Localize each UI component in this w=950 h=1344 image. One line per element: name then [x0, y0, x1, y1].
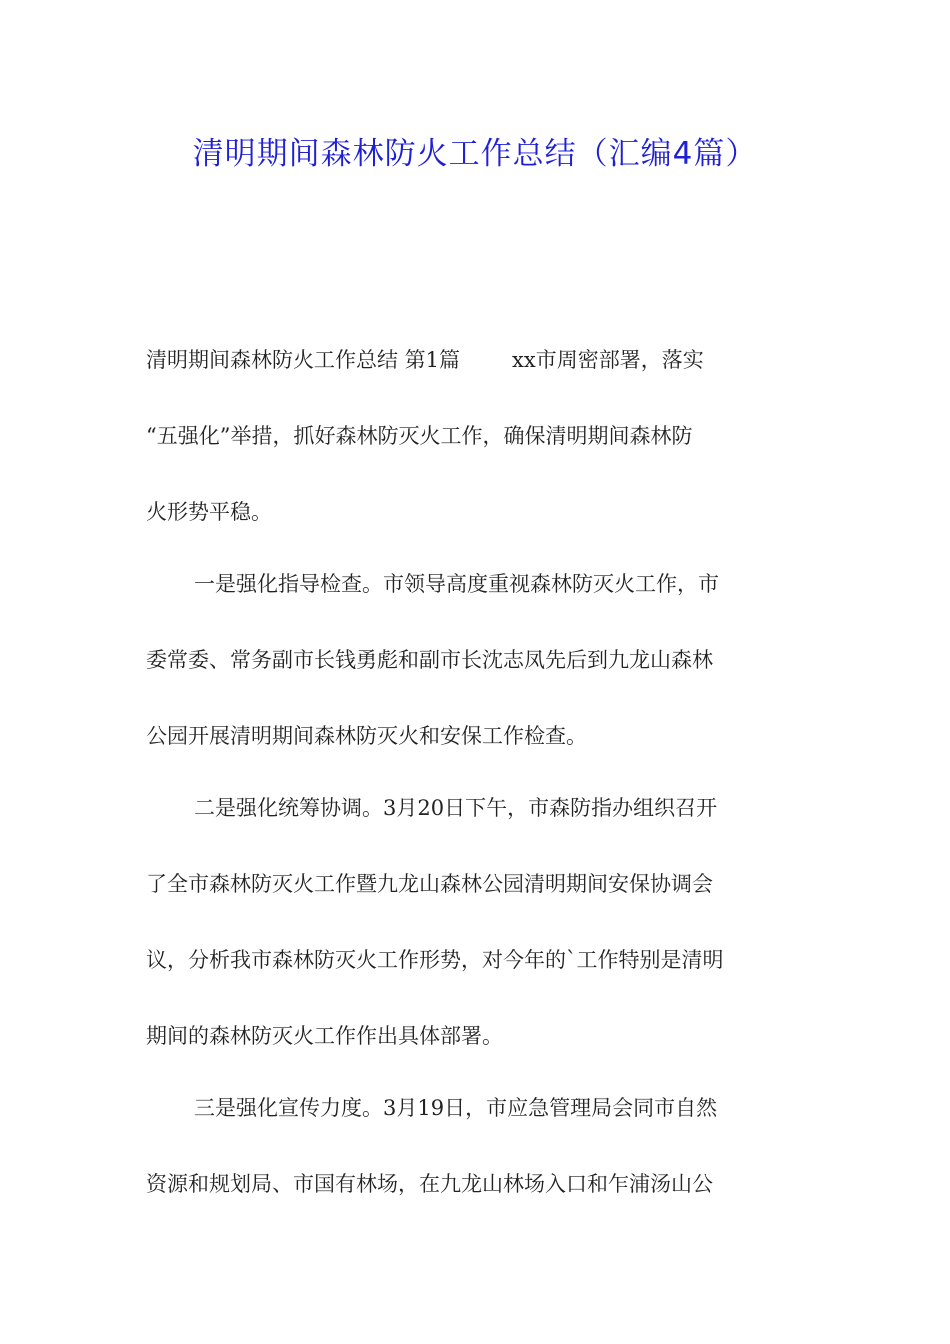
section-heading: 清明期间森林防火工作总结 第1篇 [146, 348, 461, 372]
intro-line-1 [146, 345, 806, 375]
document-title: 清明期间森林防火工作总结（汇编4篇） [192, 136, 758, 172]
para1-line-1: 一是强化指导检查。市领导高度重视森林防灭火工作，市 [194, 572, 719, 596]
para2-line-2: 了全市森林防灭火工作暨九龙山森林公园清明期间安保协调会 [146, 872, 713, 896]
para2-line-3: 议，分析我市森林防灭火工作形势，对今年的`工作特别是清明 [146, 948, 724, 972]
intro-line-2: “五强化”举措，抓好森林防灭火工作，确保清明期间森林防 [146, 424, 693, 448]
para3-line-2: 资源和规划局、市国有林场，在九龙山林场入口和乍浦汤山公 [146, 1172, 713, 1196]
para1-line-3: 公园开展清明期间森林防灭火和安保工作检查。 [146, 724, 587, 748]
para1-line-2: 委常委、常务副市长钱勇彪和副市长沈志凤先后到九龙山森林 [146, 648, 713, 672]
para2-line-1: 二是强化统筹协调。3月20日下午，市森防指办组织召开 [194, 796, 718, 820]
para3-line-1: 三是强化宣传力度。3月19日，市应急管理局会同市自然 [194, 1096, 718, 1120]
para2-line-4: 期间的森林防灭火工作作出具体部署。 [146, 1024, 503, 1048]
intro-line-3: 火形势平稳。 [146, 500, 272, 524]
intro-line-1-text: xx市周密部署，落实 [512, 348, 704, 372]
